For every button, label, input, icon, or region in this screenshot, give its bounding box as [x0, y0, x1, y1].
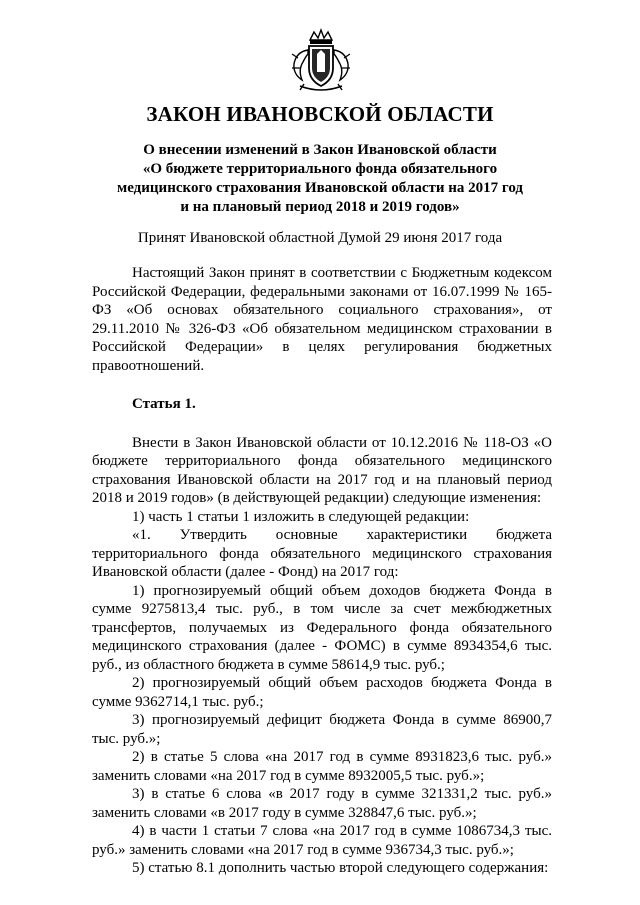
article-heading: Статья 1. — [132, 396, 196, 412]
body-paragraph: 3) прогнозируемый дефицит бюджета Фонда в сумме 86900,7 тыс. руб.»; — [92, 712, 552, 747]
document-title: ЗАКОН ИВАНОВСКОЙ ОБЛАСТИ — [146, 102, 494, 126]
body-paragraph: Внести в Закон Ивановской области от 10.12.2016 № 118-ОЗ «О бюджете территориального фонда обязательного медицинского страхования Ивановской области на 2017 год и на плановый период 2018 и 2019 годов» (в действующей редакции) следующие изменения: — [92, 434, 552, 506]
subtitle-line: «О бюджете территориального фонда обязательного — [142, 161, 498, 177]
document-subtitle — [95, 141, 545, 217]
body-paragraph: 1) прогнозируемый общий объем доходов бюджета Фонда в сумме 9275813,4 тыс. руб., в том числе за счет межбюджетных трансфертов, получаемых из Федерального фонда обязательного медицинского страхования (далее - ФОМС) в сумме 8934354,6 тыс. руб., из областного бюджета в сумме 58614,9 тыс. руб.; — [92, 582, 552, 673]
preamble-paragraph: Настоящий Закон принят в соответствии с Бюджетным кодексом Российской Федерации, федеральными законами от 16.07.1999 № 165-ФЗ «Об основах обязательного социального страхования», от 29.11.2010 № 326-ФЗ «Об обязательном медицинском страховании в Российской Федерации» в целях регулирования бюджетных правоотношений. — [92, 265, 552, 374]
body-paragraph: 1) часть 1 статьи 1 изложить в следующей редакции: — [132, 508, 470, 525]
adoption-line: Принят Ивановской областной Думой 29 июня 2017 года — [137, 230, 503, 246]
body-paragraph: 3) в статье 6 слова «в 2017 году в сумме 321331,2 тыс. руб.» заменить словами «в 2017 году в сумме 328847,6 тыс. руб.»; — [92, 786, 552, 821]
coat-of-arms-icon — [288, 28, 354, 94]
document-body — [92, 264, 552, 878]
subtitle-line: О внесении изменений в Закон Ивановской области — [143, 142, 497, 158]
body-paragraph: 4) в части 1 статьи 7 слова «на 2017 год в сумме 1086734,3 тыс. руб.» заменить словами «на 2017 год в сумме 936734,3 тыс. руб.»; — [92, 823, 552, 858]
body-paragraph: 2) прогнозируемый общий объем расходов бюджета Фонда в сумме 9362714,1 тыс. руб.; — [92, 675, 552, 710]
body-paragraph: «1. Утвердить основные характеристики бюджета территориального фонда обязательного медицинского страхования Ивановской области (далее - Фонд) на 2017 год: — [92, 527, 552, 580]
body-paragraph: 2) в статье 5 слова «на 2017 год в сумме 8931823,6 тыс. руб.» заменить словами «на 2017 год в сумме 8932005,5 тыс. руб.»; — [92, 749, 552, 784]
subtitle-line: и на плановый период 2018 и 2019 годов» — [180, 199, 460, 215]
body-paragraph: 5) статью 8.1 дополнить частью второй следующего содержания: — [132, 860, 549, 876]
subtitle-line: медицинского страхования Ивановской области на 2017 год — [117, 180, 523, 196]
